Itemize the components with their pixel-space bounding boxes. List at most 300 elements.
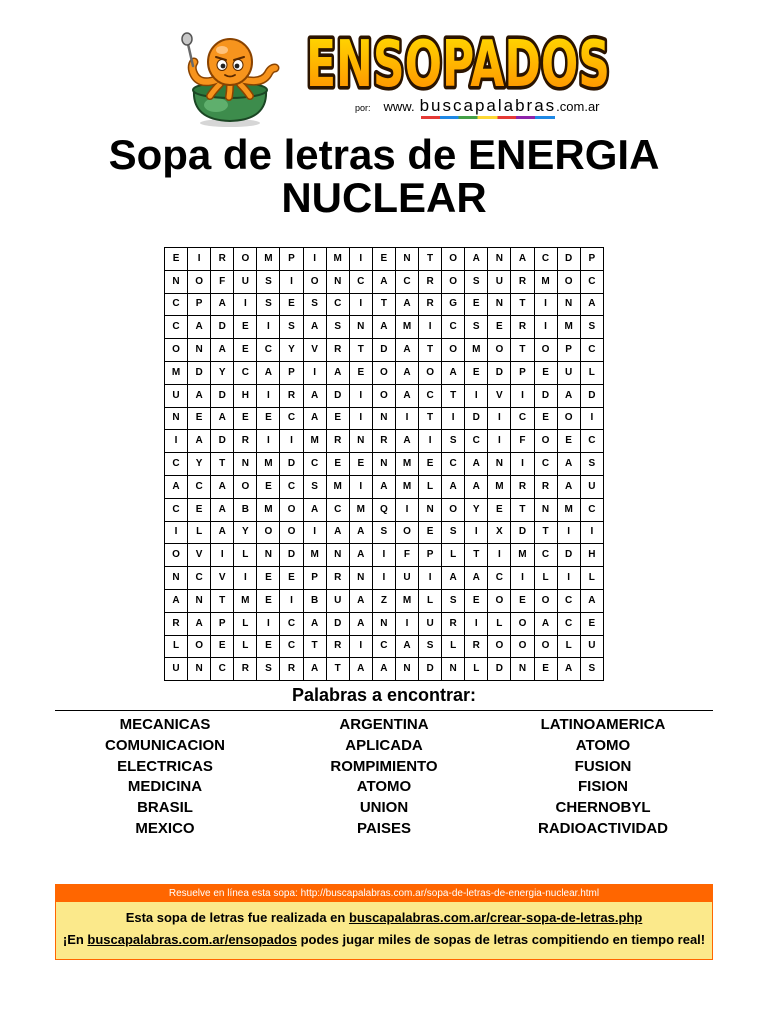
grid-cell: A: [188, 316, 211, 339]
grid-cell: N: [188, 339, 211, 362]
grid-cell: P: [303, 567, 326, 590]
grid-cell: O: [511, 635, 534, 658]
footer-credit-line: [56, 907, 712, 929]
grid-cell: A: [395, 384, 418, 407]
grid-cell: A: [188, 612, 211, 635]
grid-cell: C: [280, 612, 303, 635]
page-title: [0, 133, 768, 219]
grid-cell: B: [234, 498, 257, 521]
grid-cell: O: [511, 612, 534, 635]
grid-cell: N: [534, 498, 557, 521]
grid-cell: I: [488, 544, 511, 567]
grid-cell: P: [280, 248, 303, 271]
grid-cell: S: [419, 635, 442, 658]
grid-row: [165, 544, 604, 567]
grid-cell: U: [557, 361, 580, 384]
grid-cell: I: [349, 384, 372, 407]
grid-cell: P: [557, 339, 580, 362]
grid-cell: O: [372, 384, 395, 407]
grid-cell: R: [234, 658, 257, 681]
grid-row: [165, 339, 604, 362]
grid-cell: H: [234, 384, 257, 407]
site-suffix: .com.ar: [556, 99, 600, 114]
grid-cell: R: [419, 270, 442, 293]
grid-cell: D: [534, 384, 557, 407]
word-item: PAISES: [357, 819, 411, 837]
grid-cell: R: [165, 612, 188, 635]
grid-cell: C: [372, 635, 395, 658]
grid-cell: A: [188, 430, 211, 453]
site-link[interactable]: [384, 96, 600, 119]
grid-cell: T: [511, 498, 534, 521]
grid-cell: I: [257, 430, 280, 453]
grid-row: [165, 589, 604, 612]
by-label: por:: [355, 103, 371, 113]
grid-cell: N: [326, 544, 349, 567]
grid-cell: E: [280, 567, 303, 590]
grid-cell: I: [280, 589, 303, 612]
grid-cell: E: [511, 589, 534, 612]
grid-cell: C: [534, 453, 557, 476]
grid-cell: A: [211, 521, 234, 544]
grid-cell: S: [257, 293, 280, 316]
grid-cell: U: [395, 567, 418, 590]
grid-cell: O: [442, 339, 465, 362]
grid-cell: C: [165, 316, 188, 339]
grid-cell: N: [372, 453, 395, 476]
grid-cell: M: [165, 361, 188, 384]
grid-cell: R: [419, 293, 442, 316]
grid-cell: I: [511, 453, 534, 476]
grid-cell: V: [188, 544, 211, 567]
grid-cell: A: [442, 567, 465, 590]
word-item: APLICADA: [345, 736, 423, 754]
grid-cell: V: [488, 384, 511, 407]
grid-cell: A: [580, 293, 603, 316]
grid-cell: I: [303, 521, 326, 544]
grid-cell: E: [465, 589, 488, 612]
grid-cell: E: [257, 407, 280, 430]
grid-cell: O: [257, 521, 280, 544]
grid-cell: V: [211, 567, 234, 590]
grid-cell: E: [372, 248, 395, 271]
grid-row: [165, 248, 604, 271]
grid-cell: E: [188, 498, 211, 521]
grid-cell: C: [280, 407, 303, 430]
grid-cell: A: [395, 361, 418, 384]
grid-cell: A: [349, 612, 372, 635]
online-solve-link[interactable]: http://buscapalabras.com.ar/sopa-de-letras-de-energia-nuclear.html: [300, 888, 600, 899]
grid-cell: F: [211, 270, 234, 293]
grid-cell: R: [511, 475, 534, 498]
grid-cell: O: [534, 635, 557, 658]
grid-cell: E: [488, 498, 511, 521]
grid-cell: D: [188, 361, 211, 384]
grid-cell: N: [349, 567, 372, 590]
grid-row: [165, 316, 604, 339]
grid-cell: E: [534, 658, 557, 681]
grid-cell: C: [534, 248, 557, 271]
grid-cell: A: [557, 658, 580, 681]
grid-cell: I: [165, 521, 188, 544]
grid-cell: E: [326, 407, 349, 430]
grid-cell: C: [580, 270, 603, 293]
grid-cell: N: [188, 589, 211, 612]
grid-cell: N: [442, 658, 465, 681]
grid-cell: R: [442, 612, 465, 635]
grid-cell: I: [580, 521, 603, 544]
grid-cell: I: [165, 430, 188, 453]
word-item: ATOMO: [356, 778, 412, 796]
grid-cell: E: [234, 407, 257, 430]
grid-cell: H: [580, 544, 603, 567]
grid-cell: M: [395, 589, 418, 612]
grid-cell: U: [165, 658, 188, 681]
grid-cell: A: [211, 407, 234, 430]
grid-cell: N: [395, 658, 418, 681]
grid-cell: M: [257, 453, 280, 476]
grid-cell: E: [580, 612, 603, 635]
grid-cell: S: [372, 521, 395, 544]
grid-cell: E: [234, 316, 257, 339]
grid-cell: A: [372, 475, 395, 498]
grid-row: [165, 635, 604, 658]
grid-cell: A: [465, 475, 488, 498]
grid-cell: O: [188, 270, 211, 293]
grid-cell: U: [419, 612, 442, 635]
grid-cell: A: [442, 361, 465, 384]
grid-cell: O: [488, 635, 511, 658]
grid-cell: U: [234, 270, 257, 293]
grid-cell: D: [326, 384, 349, 407]
grid-cell: I: [372, 567, 395, 590]
grid-cell: E: [349, 453, 372, 476]
grid-cell: A: [372, 658, 395, 681]
grid-cell: D: [419, 658, 442, 681]
grid-cell: N: [395, 248, 418, 271]
word-item: MEXICO: [135, 819, 195, 837]
grid-cell: E: [419, 453, 442, 476]
grid-cell: A: [349, 658, 372, 681]
word-item: RADIOACTIVIDAD: [538, 819, 668, 837]
grid-cell: A: [349, 521, 372, 544]
grid-cell: E: [557, 430, 580, 453]
grid-cell: I: [211, 544, 234, 567]
grid-cell: C: [165, 498, 188, 521]
grid-cell: A: [303, 612, 326, 635]
grid-cell: L: [488, 612, 511, 635]
grid-cell: G: [442, 293, 465, 316]
grid-cell: U: [326, 589, 349, 612]
grid-cell: P: [188, 293, 211, 316]
grid-cell: O: [395, 521, 418, 544]
grid-cell: N: [511, 658, 534, 681]
footer-promo-line: [56, 929, 712, 951]
grid-cell: P: [419, 544, 442, 567]
grid-cell: P: [511, 361, 534, 384]
grid-cell: A: [395, 430, 418, 453]
grid-cell: S: [465, 316, 488, 339]
grid-cell: E: [257, 635, 280, 658]
grid-cell: P: [580, 248, 603, 271]
grid-cell: C: [534, 544, 557, 567]
footer-credit-text: Esta sopa de letras fue realizada en: [125, 910, 349, 925]
grid-cell: C: [395, 270, 418, 293]
grid-cell: A: [557, 475, 580, 498]
grid-row: [165, 384, 604, 407]
grid-cell: E: [257, 475, 280, 498]
grid-cell: M: [557, 498, 580, 521]
create-puzzle-link[interactable]: buscapalabras.com.ar/crear-sopa-de-letras.php: [348, 910, 643, 925]
grid-cell: R: [511, 316, 534, 339]
grid-cell: C: [442, 316, 465, 339]
grid-cell: M: [465, 339, 488, 362]
grid-cell: Y: [465, 498, 488, 521]
grid-cell: T: [534, 521, 557, 544]
grid-cell: I: [188, 248, 211, 271]
grid-cell: Y: [234, 521, 257, 544]
grid-row: [165, 612, 604, 635]
grid-cell: L: [188, 521, 211, 544]
grid-cell: L: [534, 567, 557, 590]
word-item: FUSION: [574, 757, 632, 775]
grid-cell: M: [303, 430, 326, 453]
grid-cell: S: [465, 270, 488, 293]
letter-grid-body: [165, 248, 604, 681]
grid-cell: A: [372, 316, 395, 339]
grid-cell: U: [580, 475, 603, 498]
grid-row: [165, 567, 604, 590]
grid-cell: D: [557, 544, 580, 567]
grid-cell: D: [211, 384, 234, 407]
grid-cell: A: [395, 339, 418, 362]
grid-cell: P: [211, 612, 234, 635]
grid-cell: U: [165, 384, 188, 407]
grid-cell: N: [349, 316, 372, 339]
grid-cell: C: [280, 475, 303, 498]
grid-cell: L: [465, 658, 488, 681]
grid-cell: M: [395, 475, 418, 498]
grid-cell: I: [257, 612, 280, 635]
grid-cell: C: [557, 589, 580, 612]
grid-cell: I: [465, 612, 488, 635]
grid-cell: I: [465, 521, 488, 544]
grid-cell: A: [349, 544, 372, 567]
word-item: ELECTRICAS: [117, 757, 213, 775]
grid-cell: I: [349, 248, 372, 271]
grid-cell: R: [511, 270, 534, 293]
grid-cell: O: [534, 430, 557, 453]
letter-grid: [164, 247, 604, 681]
title-line-1: Sopa de letras de ENERGIA: [108, 131, 660, 178]
grid-cell: T: [303, 635, 326, 658]
grid-cell: A: [303, 384, 326, 407]
grid-cell: I: [257, 316, 280, 339]
word-item: MEDICINA: [127, 778, 203, 796]
grid-cell: M: [326, 248, 349, 271]
grid-cell: F: [511, 430, 534, 453]
word-item: LATINOAMERICA: [540, 716, 666, 733]
word-item: FISION: [577, 778, 628, 796]
grid-row: [165, 430, 604, 453]
grid-cell: O: [419, 361, 442, 384]
grid-cell: C: [326, 293, 349, 316]
grid-cell: N: [488, 248, 511, 271]
grid-cell: I: [395, 498, 418, 521]
grid-row: [165, 293, 604, 316]
grid-cell: L: [234, 635, 257, 658]
grid-cell: O: [442, 248, 465, 271]
grid-cell: U: [580, 635, 603, 658]
grid-cell: F: [395, 544, 418, 567]
grid-cell: C: [257, 339, 280, 362]
grid-cell: T: [211, 453, 234, 476]
online-solve-text: Resuelve en línea esta sopa:: [168, 888, 301, 899]
grid-cell: T: [419, 407, 442, 430]
grid-cell: E: [534, 361, 557, 384]
grid-cell: A: [303, 498, 326, 521]
grid-cell: A: [557, 384, 580, 407]
grid-cell: S: [442, 589, 465, 612]
grid-cell: X: [488, 521, 511, 544]
grid-cell: O: [488, 339, 511, 362]
grid-cell: E: [465, 361, 488, 384]
grid-cell: P: [280, 361, 303, 384]
grid-cell: I: [349, 635, 372, 658]
grid-row: [165, 453, 604, 476]
grid-cell: Y: [188, 453, 211, 476]
grid-cell: C: [580, 430, 603, 453]
grid-cell: N: [372, 407, 395, 430]
grid-cell: I: [557, 521, 580, 544]
grid-cell: C: [211, 658, 234, 681]
grid-cell: C: [188, 567, 211, 590]
site-name: buscapalabras: [420, 96, 557, 119]
grid-cell: I: [465, 384, 488, 407]
grid-cell: M: [488, 475, 511, 498]
grid-cell: A: [211, 498, 234, 521]
grid-cell: N: [488, 453, 511, 476]
logo-wordmark: ENSOPADOS: [306, 28, 610, 94]
grid-cell: I: [257, 384, 280, 407]
title-line-2: NUCLEAR: [281, 174, 487, 221]
grid-cell: N: [188, 658, 211, 681]
grid-cell: M: [303, 544, 326, 567]
grid-cell: E: [280, 293, 303, 316]
grid-cell: R: [326, 430, 349, 453]
grid-cell: E: [465, 293, 488, 316]
footer-promo-suffix: podes jugar miles de sopas de letras compitiendo en tiempo real!: [296, 932, 706, 947]
grid-cell: A: [211, 339, 234, 362]
grid-cell: I: [419, 316, 442, 339]
grid-cell: I: [395, 612, 418, 635]
grid-cell: D: [465, 407, 488, 430]
grid-cell: O: [303, 270, 326, 293]
grid-cell: A: [465, 248, 488, 271]
grid-cell: L: [165, 635, 188, 658]
grid-cell: I: [395, 407, 418, 430]
grid-cell: T: [511, 339, 534, 362]
grid-cell: T: [465, 544, 488, 567]
grid-cell: A: [442, 475, 465, 498]
grid-cell: C: [511, 407, 534, 430]
grid-row: [165, 270, 604, 293]
grid-cell: Y: [280, 339, 303, 362]
grid-cell: D: [211, 430, 234, 453]
grid-cell: C: [419, 384, 442, 407]
grid-cell: Y: [211, 361, 234, 384]
grid-cell: I: [419, 567, 442, 590]
grid-cell: D: [326, 612, 349, 635]
grid-cell: U: [488, 270, 511, 293]
grid-cell: T: [326, 658, 349, 681]
grid-cell: D: [280, 544, 303, 567]
grid-cell: I: [534, 293, 557, 316]
grid-row: [165, 361, 604, 384]
grid-cell: L: [419, 589, 442, 612]
grid-cell: R: [326, 339, 349, 362]
grid-cell: S: [303, 475, 326, 498]
word-list-divider: [55, 710, 713, 711]
grid-cell: A: [326, 361, 349, 384]
grid-cell: E: [419, 521, 442, 544]
grid-cell: R: [234, 430, 257, 453]
grid-cell: I: [511, 567, 534, 590]
grid-cell: M: [557, 316, 580, 339]
grid-cell: A: [211, 293, 234, 316]
grid-cell: A: [303, 316, 326, 339]
grid-cell: D: [511, 521, 534, 544]
grid-cell: M: [326, 475, 349, 498]
grid-cell: A: [349, 589, 372, 612]
grid-cell: S: [580, 658, 603, 681]
octopus-in-pot-icon: [176, 28, 280, 128]
grid-row: [165, 658, 604, 681]
grid-cell: M: [257, 248, 280, 271]
grid-cell: D: [211, 316, 234, 339]
grid-cell: E: [234, 339, 257, 362]
grid-cell: O: [488, 589, 511, 612]
grid-cell: D: [280, 453, 303, 476]
grid-cell: E: [211, 635, 234, 658]
grid-cell: T: [211, 589, 234, 612]
grid-cell: O: [188, 635, 211, 658]
grid-cell: O: [165, 544, 188, 567]
word-item: ATOMO: [575, 736, 631, 754]
grid-cell: N: [557, 293, 580, 316]
grid-cell: O: [557, 407, 580, 430]
word-list-column-3: [493, 715, 713, 840]
grid-cell: L: [442, 544, 465, 567]
grid-cell: D: [580, 384, 603, 407]
grid-cell: I: [303, 248, 326, 271]
grid-cell: E: [488, 316, 511, 339]
grid-cell: C: [326, 498, 349, 521]
grid-cell: E: [257, 567, 280, 590]
grid-cell: R: [534, 475, 557, 498]
grid-cell: B: [303, 589, 326, 612]
grid-cell: L: [442, 635, 465, 658]
footer-online-bar: [56, 885, 712, 902]
grid-cell: E: [165, 248, 188, 271]
grid-cell: T: [349, 339, 372, 362]
grid-cell: M: [349, 498, 372, 521]
grid-cell: I: [349, 293, 372, 316]
grid-cell: S: [580, 316, 603, 339]
grid-cell: C: [234, 361, 257, 384]
ensopados-link[interactable]: buscapalabras.com.ar/ensopados: [87, 932, 297, 947]
grid-cell: N: [234, 453, 257, 476]
